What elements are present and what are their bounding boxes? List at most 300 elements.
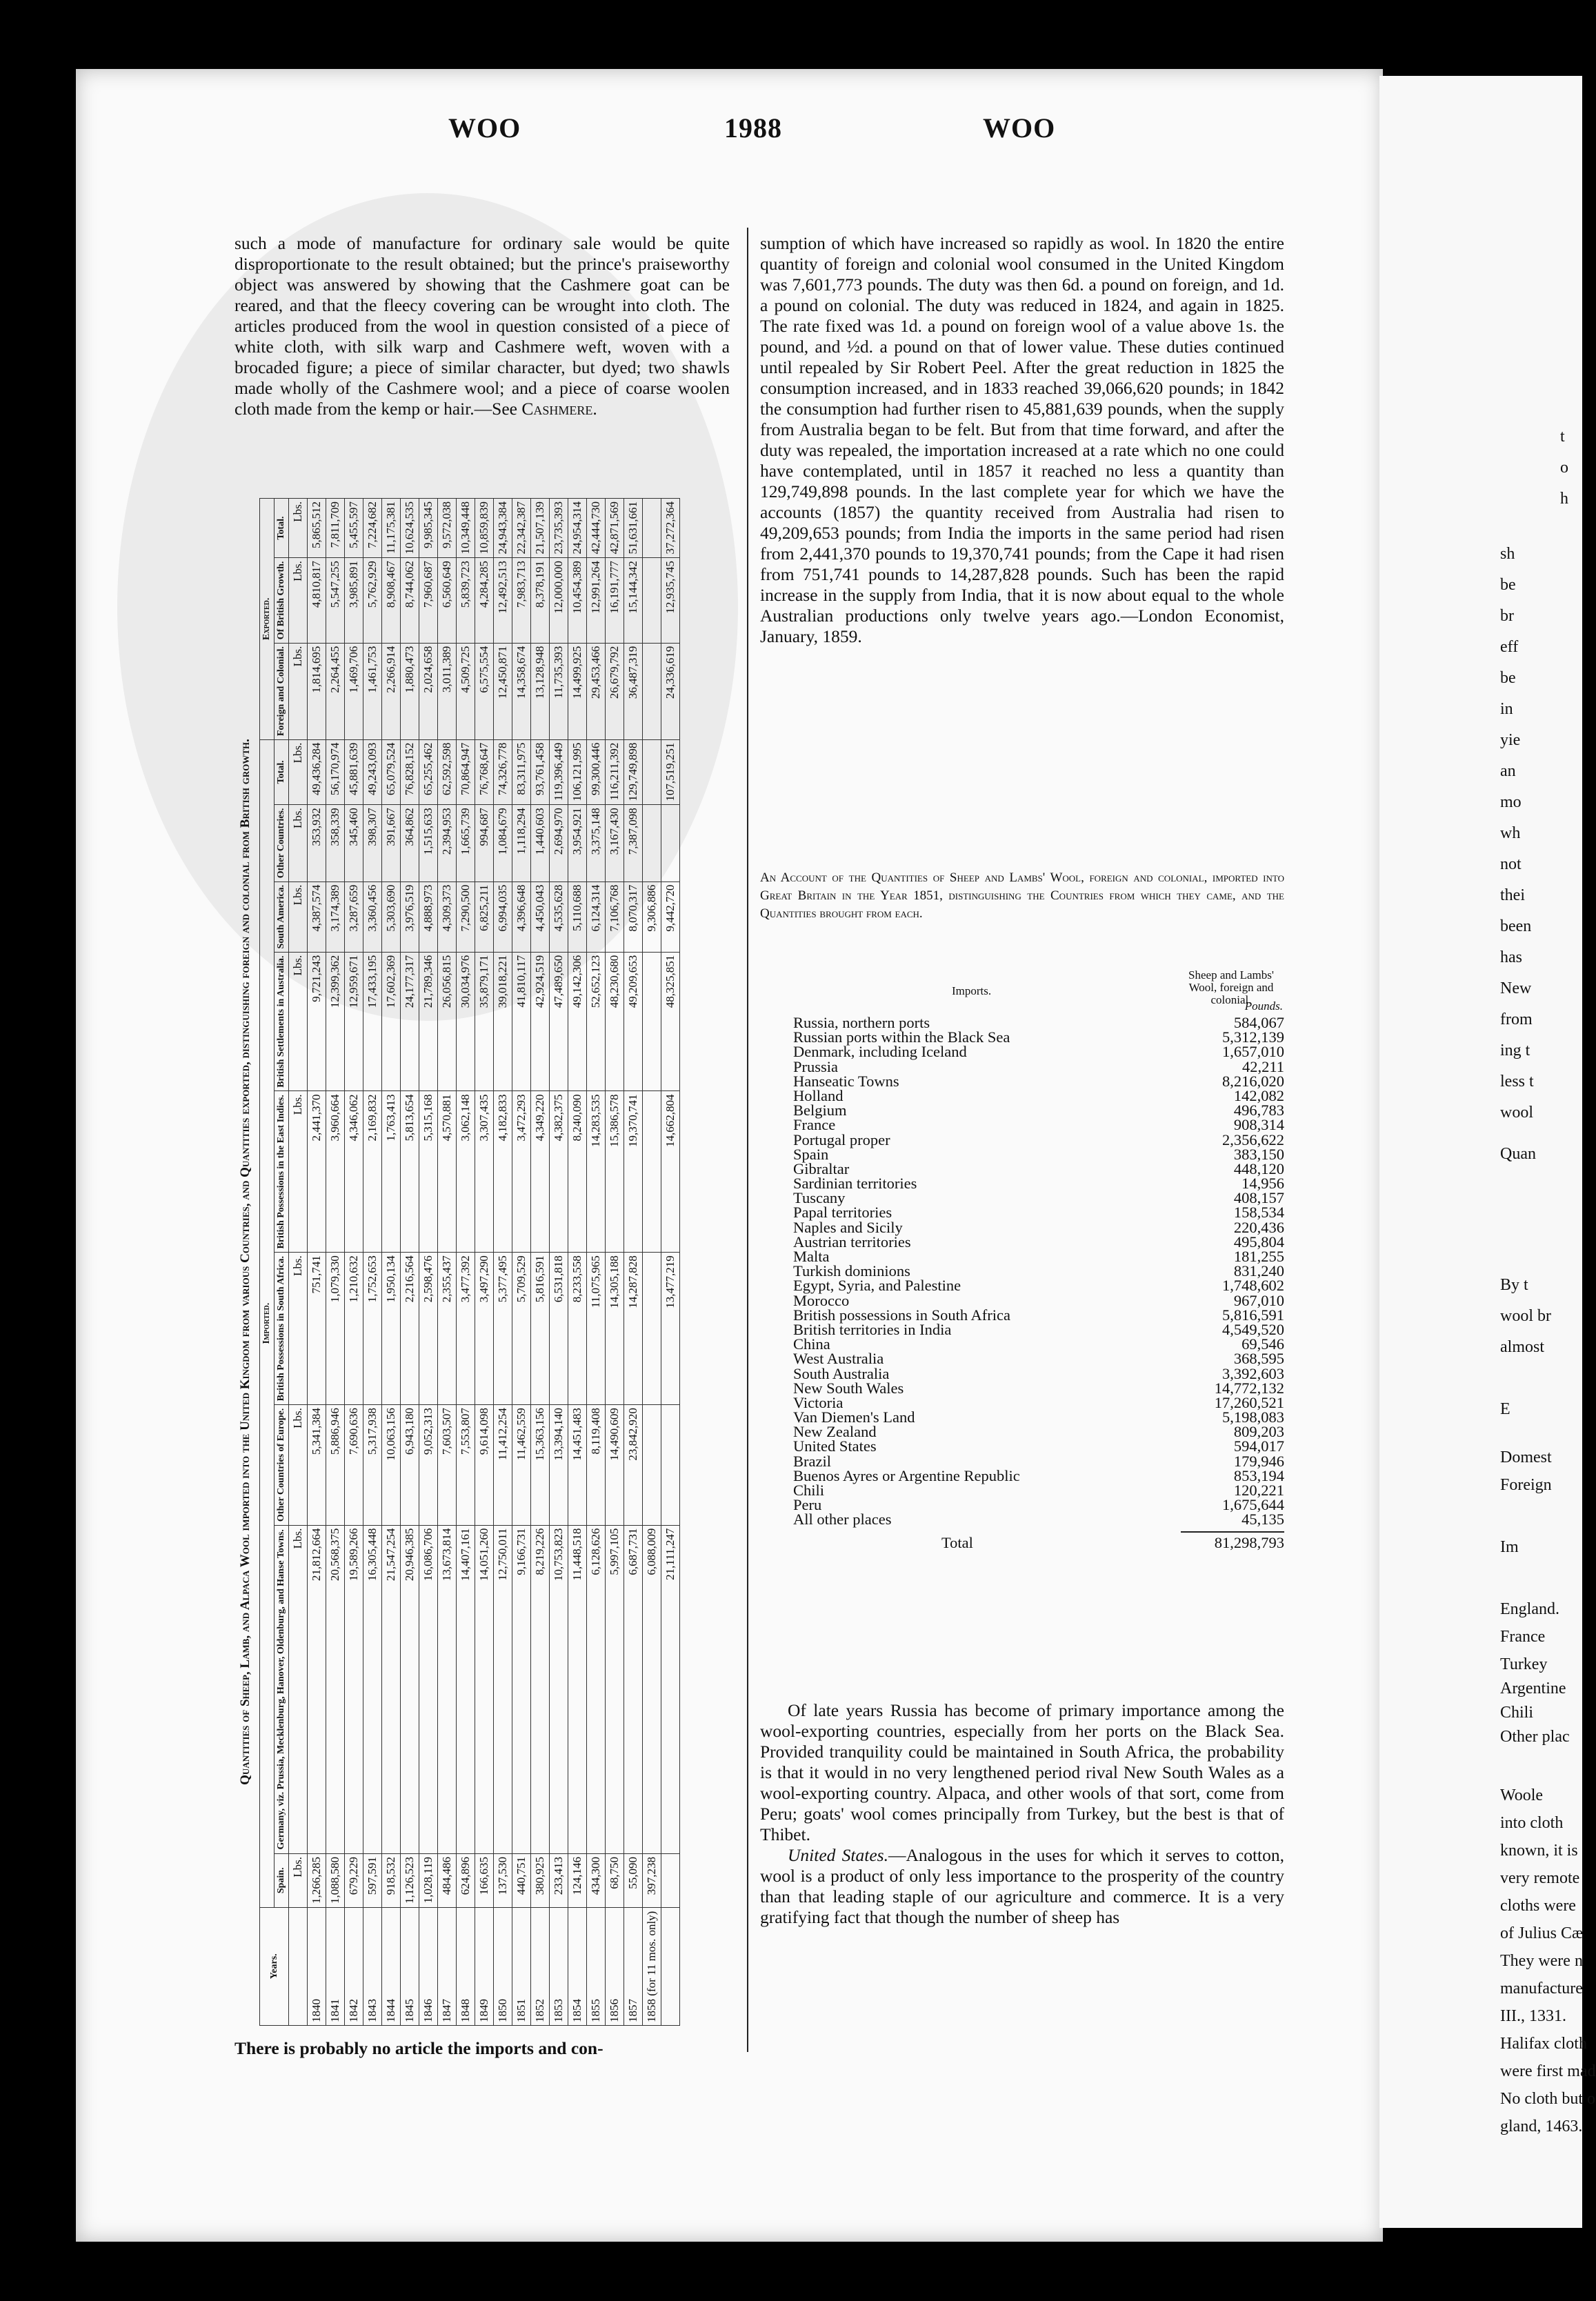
col-header: South America.	[275, 881, 289, 952]
table-cell: 4,810,817	[308, 558, 326, 644]
quantity: 908,314	[1233, 1116, 1284, 1134]
table-row	[438, 499, 457, 2026]
table-cell	[643, 952, 661, 1091]
table-cell: 55,090	[624, 1854, 643, 1908]
text-fragment: Argentine	[1500, 1680, 1566, 1697]
table-row	[457, 499, 475, 2026]
table-cell: 3,167,430	[606, 805, 624, 881]
table-cell: 14,051,260	[475, 1525, 494, 1853]
table-cell: 116,211,392	[606, 739, 624, 805]
text-fragment: By t	[1500, 1276, 1528, 1294]
col-header: Years.	[260, 1907, 289, 2025]
section-heading: United States.	[788, 1845, 888, 1865]
list-item	[793, 1497, 1284, 1512]
table-cell: 6,128,626	[587, 1525, 606, 1853]
table-cell: 6,124,314	[587, 881, 606, 952]
table-cell: 1851	[512, 1907, 531, 2025]
table-cell: 2,598,476	[419, 1253, 438, 1405]
table-cell: 6,687,731	[624, 1525, 643, 1853]
table-cell: 24,954,314	[568, 499, 587, 558]
table-cell: 624,896	[457, 1854, 475, 1908]
table-cell: 16,086,706	[419, 1525, 438, 1853]
column-divider	[747, 228, 748, 2052]
table-row	[643, 499, 661, 2026]
text-fragment: Halifax cloth	[1500, 2035, 1587, 2053]
table-cell: 5,547,255	[326, 558, 345, 644]
total-rule	[1181, 1531, 1284, 1533]
col-header: Total.	[275, 499, 289, 558]
text-fragment: o	[1560, 459, 1568, 477]
table-cell: 10,859,839	[475, 499, 494, 558]
country: Egypt, Syria, and Palestine	[793, 1277, 961, 1295]
table-cell: 42,444,730	[587, 499, 606, 558]
table-cell: 56,170,974	[326, 739, 345, 805]
table-cell: 3,307,435	[475, 1091, 494, 1253]
list-item	[793, 1059, 1284, 1074]
right-column-text: sumption of which have increased so rapidly as wool. In 1820 the entire quantity of foreign and colonial wool consumed in the United Kingdom was 7,601,773 pounds. The duty was then 6d. a pound on foreign, and 1d. a pound on colonial. The duty was reduced in 1824, and again in 1825. The rate fixed was 1d. a pound on foreign wool of a value above 1s. the pound, and ½d. a pound on that of lower value. These duties continued until repealed by Sir Robert Peel. After the great reduction in 1825 the consumption increased, and in 1833 reached 39,066,620 pounds; in 1842 the consumption had further risen to 45,881,639 pounds, when the supply from Australia began to be felt. But from that time forward, and after the duty was repealed, the importation increased at a rate which no one could have contemplated, until in 1857 it reached no less a quantity than 129,749,898 pounds. In the last complete year for which we have the accounts (1857) the quantity received from Australia had risen to 49,209,653 pounds; from India the imports in the same period had risen from 2,441,370 pounds to 19,370,741 pounds; from the Cape it had risen from 751,741 pounds to 14,287,828 pounds. Such has been the rapid increase in the supply from India, that it is now about equal to the whole Australian productions only twelve years ago.—London Economist, January, 1859.	[760, 233, 1284, 646]
total-cell: 37,272,364	[661, 499, 680, 558]
country: Buenos Ayres or Argentine Republic	[793, 1466, 1020, 1484]
table-cell: 19,370,741	[624, 1091, 643, 1253]
col-header: Other Countries.	[275, 805, 289, 881]
table-cell: 1,079,330	[326, 1253, 345, 1405]
list-item	[793, 1117, 1284, 1132]
text-fragment: known, it is	[1500, 1842, 1578, 1860]
unit-cell: Lbs.	[289, 1091, 308, 1253]
table-cell: 1849	[475, 1907, 494, 2025]
list-item	[793, 1395, 1284, 1410]
table-cell: 434,300	[587, 1854, 606, 1908]
text-fragment: very remote	[1500, 1869, 1580, 1887]
table-cell: 5,303,690	[382, 881, 401, 952]
table-cell: 20,946,385	[401, 1525, 419, 1853]
table-cell: 5,110,688	[568, 881, 587, 952]
list-item	[793, 1220, 1284, 1235]
table-cell: 2,394,953	[438, 805, 457, 881]
list-item	[793, 1264, 1284, 1278]
table-cell: 1,084,679	[494, 805, 512, 881]
text-fragment: They were n	[1500, 1952, 1583, 1970]
col-header: Total.	[275, 739, 289, 805]
total-cell	[661, 1907, 680, 2025]
quantity: 42,211	[1241, 1057, 1284, 1075]
table-cell: 9,721,243	[308, 952, 326, 1091]
unit-cell: Lbs.	[289, 952, 308, 1091]
table-cell: 83,311,975	[512, 739, 531, 805]
table-cell: 15,386,578	[606, 1091, 624, 1253]
quantity: 1,748,602	[1222, 1277, 1284, 1295]
table-cell: 233,413	[550, 1854, 568, 1908]
table-cell: 2,024,658	[419, 643, 438, 739]
list-item	[793, 1308, 1284, 1322]
list-item	[793, 1410, 1284, 1424]
list-item	[793, 1176, 1284, 1191]
text-fragment: were first mad	[1500, 2062, 1596, 2080]
table-cell	[643, 558, 661, 644]
table-cell: 1,088,580	[326, 1854, 345, 1908]
table-cell: 12,750,011	[494, 1525, 512, 1853]
table-cell: 4,349,220	[531, 1091, 550, 1253]
table-cell: 3,954,921	[568, 805, 587, 881]
quantity: 1,657,010	[1222, 1043, 1284, 1061]
table-cell: 129,749,898	[624, 739, 643, 805]
paragraph: Of late years Russia has become of primary importance among the wool-exporting countries, especially from her ports on the Black Sea. Provided tranquility could be maintained in South Africa, the probability is that it would in no very lengthened period rival New South Wales as a wool-exporting country. Alpaca, and other wools of that sort, come from Peru; goats' wool comes principally from Turkey, but the best is that of Thibet.	[760, 1700, 1284, 1844]
total-cell	[661, 805, 680, 881]
table-cell	[643, 499, 661, 558]
table-cell: 35,879,171	[475, 952, 494, 1091]
country: South Australia	[793, 1364, 890, 1382]
quantity: 967,010	[1233, 1291, 1284, 1309]
country: West Australia	[793, 1350, 884, 1368]
table-cell: 9,985,345	[419, 499, 438, 558]
table-cell: 1850	[494, 1907, 512, 2025]
country: Peru	[793, 1496, 822, 1514]
table-cell: 7,983,713	[512, 558, 531, 644]
table-cell: 7,960,687	[419, 558, 438, 644]
table-cell: 5,377,495	[494, 1253, 512, 1405]
text-fragment: Other plac	[1500, 1728, 1570, 1746]
table-cell: 4,509,725	[457, 643, 475, 739]
table-cell: 76,828,152	[401, 739, 419, 805]
country: Tuscany	[793, 1189, 846, 1207]
table-cell: 7,553,807	[457, 1405, 475, 1526]
country: Morocco	[793, 1291, 850, 1309]
total-value: 81,298,793	[1214, 1534, 1284, 1551]
list-item	[793, 1103, 1284, 1117]
table-cell: 8,744,062	[401, 558, 419, 644]
table-cell: 10,454,389	[568, 558, 587, 644]
country: Prussia	[793, 1057, 839, 1075]
table-row	[531, 499, 550, 2026]
text-fragment: No cloth but o	[1500, 2090, 1595, 2108]
table-cell: 1,515,633	[419, 805, 438, 881]
table-cell: 30,034,976	[457, 952, 475, 1091]
table-cell: 5,455,597	[345, 499, 363, 558]
text-fragment: from	[1500, 1010, 1533, 1028]
country: China	[793, 1335, 830, 1353]
quantity: 69,546	[1241, 1335, 1284, 1353]
quantity: 1,675,644	[1222, 1496, 1284, 1514]
table-cell: 3,497,290	[475, 1253, 494, 1405]
list-item	[793, 1439, 1284, 1453]
table-row	[606, 499, 624, 2026]
country: Brazil	[793, 1452, 831, 1470]
table-cell: 45,881,639	[345, 739, 363, 805]
left-column-text	[235, 233, 730, 419]
table-cell: 4,309,373	[438, 881, 457, 952]
list-item	[793, 1191, 1284, 1205]
table-cell: 7,387,098	[624, 805, 643, 881]
right-column-text-lower	[760, 1700, 1284, 1928]
table-cell: 21,812,664	[308, 1525, 326, 1853]
col-header: Spain.	[275, 1854, 289, 1908]
table-cell: 5,816,591	[531, 1253, 550, 1405]
table-cell: 353,932	[308, 805, 326, 881]
table-cell: 4,382,375	[550, 1091, 568, 1253]
table-cell: 10,753,823	[550, 1525, 568, 1853]
table-cell: 65,079,524	[382, 739, 401, 805]
unit-cell: Lbs.	[289, 499, 308, 558]
table-cell: 3,287,659	[345, 881, 363, 952]
table-cell: 5,997,105	[606, 1525, 624, 1853]
table-cell: 70,864,947	[457, 739, 475, 805]
col-header: Foreign and Colonial.	[275, 643, 289, 739]
country: Russian ports within the Black Sea	[793, 1028, 1010, 1046]
table-cell: 1856	[606, 1907, 624, 2025]
country: Holland	[793, 1086, 844, 1104]
table-cell: 42,871,569	[606, 499, 624, 558]
table-cell: 14,305,188	[606, 1253, 624, 1405]
group-header-imported: Imported.	[260, 739, 275, 1907]
quantity: 496,783	[1233, 1102, 1284, 1119]
table-cell: 8,908,467	[382, 558, 401, 644]
quantity: 3,392,603	[1222, 1364, 1284, 1382]
table-cell: 1,440,603	[531, 805, 550, 881]
list-item	[793, 1249, 1284, 1264]
table-cell: 49,209,653	[624, 952, 643, 1091]
table-cell: 3,472,293	[512, 1091, 531, 1253]
list-item	[793, 1322, 1284, 1337]
table-cell: 1842	[345, 1907, 363, 2025]
text-fragment: England.	[1500, 1600, 1559, 1618]
text-fragment: not	[1500, 855, 1522, 873]
table-cell: 16,305,448	[363, 1525, 382, 1853]
table-row	[345, 499, 363, 2026]
table-row	[624, 499, 643, 2026]
table-cell: 5,813,654	[401, 1091, 419, 1253]
table-cell: 26,679,792	[606, 643, 624, 739]
table-cell: 3,960,664	[326, 1091, 345, 1253]
text-fragment: an	[1500, 762, 1516, 780]
table-cell: 380,925	[531, 1854, 550, 1908]
table-cell: 2,441,370	[308, 1091, 326, 1253]
table-cell: 17,602,369	[382, 952, 401, 1091]
list-item	[793, 1147, 1284, 1162]
table-cell: 1848	[457, 1907, 475, 2025]
table-cell: 21,507,139	[531, 499, 550, 558]
table-cell: 21,547,254	[382, 1525, 401, 1853]
table-row	[419, 499, 438, 2026]
country: United States	[793, 1437, 877, 1455]
list-item	[793, 1454, 1284, 1468]
unit-cell: Lbs.	[289, 558, 308, 644]
table-cell: 12,000,000	[550, 558, 568, 644]
table-cell: 1847	[438, 1907, 457, 2025]
unit-cell: Lbs.	[289, 1253, 308, 1405]
table-cell: 1854	[568, 1907, 587, 2025]
text-fragment: Foreign	[1500, 1476, 1552, 1494]
list-item	[793, 1278, 1284, 1293]
table-cell: 1840	[308, 1907, 326, 2025]
table-cell: 7,811,709	[326, 499, 345, 558]
page-number: 1988	[724, 112, 782, 143]
table-cell: 10,063,156	[382, 1405, 401, 1526]
country: Spain	[793, 1145, 829, 1163]
imports-value-label: Sheep and Lambs' Wool, foreign and colonial.	[1188, 968, 1274, 1006]
table-cell: 1853	[550, 1907, 568, 2025]
table-cell: 1845	[401, 1907, 419, 2025]
table-cell: 7,224,682	[363, 499, 382, 558]
group-header-exported: Exported.	[260, 499, 275, 740]
text-fragment: III., 1331.	[1500, 2007, 1566, 2025]
quantity: 495,804	[1233, 1233, 1284, 1251]
table-cell: 15,363,156	[531, 1405, 550, 1526]
table-cell: 4,346,062	[345, 1091, 363, 1253]
table-cell: 21,789,346	[419, 952, 438, 1091]
list-item	[793, 1159, 1284, 1177]
table-row	[382, 499, 401, 2026]
table-cell: 48,230,680	[606, 952, 624, 1091]
list-item	[793, 1235, 1284, 1249]
list-item	[793, 1483, 1284, 1497]
quantity: 120,221	[1233, 1482, 1284, 1499]
table-cell: 751,741	[308, 1253, 326, 1405]
table-cell: 16,191,777	[606, 558, 624, 644]
col-header: British Possessions in the East Indies.	[275, 1091, 289, 1253]
list-item	[793, 1512, 1284, 1526]
table-cell: 9,052,313	[419, 1405, 438, 1526]
table-cell: 12,959,671	[345, 952, 363, 1091]
table-cell: 1,126,523	[401, 1854, 419, 1908]
table-cell: 6,088,009	[643, 1525, 661, 1853]
text-fragment: almost	[1500, 1338, 1544, 1356]
table-row	[326, 499, 345, 2026]
quantity: 8,216,020	[1222, 1072, 1284, 1090]
text-fragment: ing t	[1500, 1042, 1530, 1059]
table-row	[587, 499, 606, 2026]
table-cell: 918,532	[382, 1854, 401, 1908]
country: Van Diemen's Land	[793, 1408, 915, 1426]
table-cell: 26,056,815	[438, 952, 457, 1091]
list-item	[793, 1074, 1284, 1088]
table-cell: 1846	[419, 1907, 438, 2025]
quantity: 158,534	[1233, 1204, 1284, 1222]
running-head-right: WOO	[983, 112, 1056, 143]
table-cell: 5,315,168	[419, 1091, 438, 1253]
table-cell: 93,761,458	[531, 739, 550, 805]
table-cell: 1,814,695	[308, 643, 326, 739]
table-cell: 14,499,925	[568, 643, 587, 739]
table-cell: 1,266,285	[308, 1854, 326, 1908]
quantity: 142,082	[1233, 1086, 1284, 1104]
paragraph: —Analogous in the uses for which it serves to cotton, wool is a product of only less importance to the prosperity of the country than that leading staple of our agriculture and commerce. It is a very gratifying fact that though the number of sheep has	[760, 1845, 1284, 1927]
table-cell	[643, 643, 661, 739]
list-item	[793, 1381, 1284, 1395]
table-cell: 119,396,449	[550, 739, 568, 805]
wool-trade-table	[235, 498, 728, 2026]
col-header: Other Countries of Europe.	[275, 1405, 289, 1526]
table-cell: 14,287,828	[624, 1253, 643, 1405]
total-cell: 14,662,804	[661, 1091, 680, 1253]
table-cell: 358,339	[326, 805, 345, 881]
country: Portugal proper	[793, 1130, 890, 1148]
table-cell: 6,943,180	[401, 1405, 419, 1526]
table-cell: 23,842,920	[624, 1405, 643, 1526]
list-item	[793, 1468, 1284, 1483]
country: British possessions in South Africa	[793, 1306, 1011, 1324]
quantity: 448,120	[1233, 1159, 1284, 1177]
text-fragment: less t	[1500, 1073, 1534, 1090]
text-fragment: mo	[1500, 793, 1522, 811]
table-cell: 24,177,317	[401, 952, 419, 1091]
country: Victoria	[793, 1393, 844, 1411]
quantity: 853,194	[1233, 1466, 1284, 1484]
quantity: 5,312,139	[1222, 1028, 1284, 1046]
table-cell: 3,174,389	[326, 881, 345, 952]
text-fragment: Im	[1500, 1538, 1519, 1556]
table-row	[363, 499, 382, 2026]
country: All other places	[793, 1511, 892, 1528]
table-row	[401, 499, 419, 2026]
left-bottom-line: There is probably no article the imports and con-	[235, 2038, 604, 2058]
list-item	[793, 1337, 1284, 1351]
text-fragment: wool	[1500, 1104, 1533, 1122]
unit-row	[289, 499, 308, 2026]
table-cell: 22,342,387	[512, 499, 531, 558]
text-fragment: thei	[1500, 886, 1525, 904]
list-item	[793, 1293, 1284, 1308]
table-cell: 13,128,948	[531, 643, 550, 739]
quantity: 14,772,132	[1214, 1379, 1284, 1397]
table-cell: 3,375,148	[587, 805, 606, 881]
imports-unit: Pounds.	[1244, 999, 1283, 1013]
table-cell: 41,810,117	[512, 952, 531, 1091]
table-cell: 5,762,929	[363, 558, 382, 644]
table-cell: 597,591	[363, 1854, 382, 1908]
table-cell: 65,255,462	[419, 739, 438, 805]
table-cell: 1,763,413	[382, 1091, 401, 1253]
table-cell: 39,018,221	[494, 952, 512, 1091]
table-cell: 3,011,389	[438, 643, 457, 739]
table-cell: 9,614,098	[475, 1405, 494, 1526]
quantity: 2,356,622	[1222, 1130, 1284, 1148]
list-item	[793, 1030, 1284, 1044]
table-cell: 6,531,818	[550, 1253, 568, 1405]
table-cell: 99,300,446	[587, 739, 606, 805]
table-cell: 5,865,512	[308, 499, 326, 558]
cross-reference: Cashmere.	[521, 399, 597, 419]
table-cell: 3,985,891	[345, 558, 363, 644]
table-cell: 11,412,254	[494, 1405, 512, 1526]
table-cell: 11,462,559	[512, 1405, 531, 1526]
table-cell: 1857	[624, 1907, 643, 2025]
table-cell: 5,839,723	[457, 558, 475, 644]
table-cell: 5,317,938	[363, 1405, 382, 1526]
quantity: 179,946	[1233, 1452, 1284, 1470]
table-cell: 1,950,134	[382, 1253, 401, 1405]
text-fragment: eff	[1500, 638, 1519, 656]
total-cell: 21,111,247	[661, 1525, 680, 1853]
text-fragment: Chili	[1500, 1704, 1534, 1722]
table-cell: 7,290,500	[457, 881, 475, 952]
list-item	[793, 1130, 1284, 1148]
table-cell: 440,751	[512, 1854, 531, 1908]
text-fragment: gland, 1463.	[1500, 2118, 1583, 2135]
table-cell: 3,062,148	[457, 1091, 475, 1253]
table-row	[512, 499, 531, 2026]
table-cell: 6,825,211	[475, 881, 494, 952]
rotated-table	[235, 498, 728, 2026]
table-cell	[643, 1405, 661, 1526]
table-cell: 6,560,649	[438, 558, 457, 644]
table-cell: 49,436,284	[308, 739, 326, 805]
col-header: Of British Growth.	[275, 558, 289, 644]
paragraph: such a mode of manufacture for ordinary sale would be quite disproportionate to the result obtained; but the prince's praiseworthy object was answered by showing that the Cashmere goat can be reared, and that the fleecy covering can be wrought into cloth. The articles produced from the wool in question consisted of a piece of white cloth, with silk warp and Cashmere weft, woven with a brocaded figure; a piece of similar character, but dyed; two shawls made wholly of the Cashmere wool; and a piece of coarse woolen cloth made from the kemp or hair.—See	[235, 233, 730, 419]
totals-row	[661, 499, 680, 2026]
table-row	[475, 499, 494, 2026]
quantity: 45,135	[1241, 1511, 1284, 1528]
table-cell: 9,572,038	[438, 499, 457, 558]
